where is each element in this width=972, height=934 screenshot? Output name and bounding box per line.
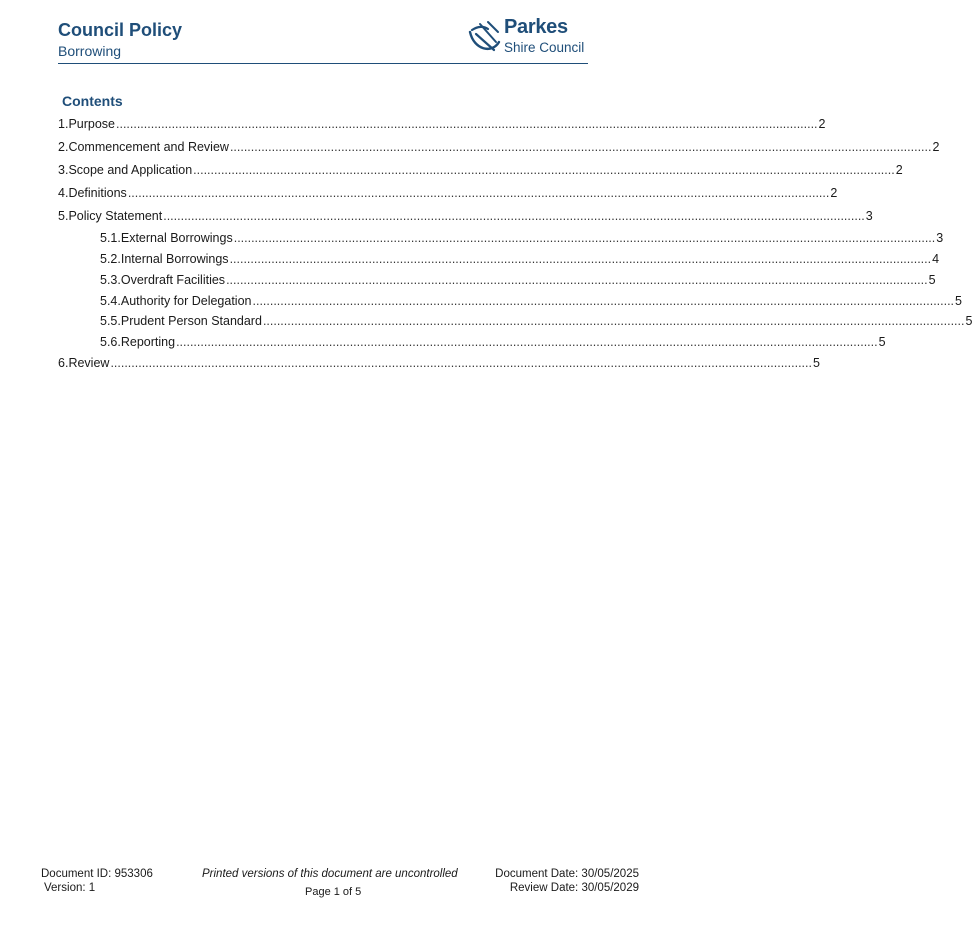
toc-entry-2[interactable] <box>58 140 940 158</box>
toc-label: Purpose <box>68 117 115 131</box>
toc-number: 5. <box>58 209 69 223</box>
footer-version: Version: 1 <box>44 882 96 894</box>
toc-leader-dots: .......................................................................................................................................................................................................... <box>226 273 928 287</box>
footer-uncontrolled-notice: Printed versions of this document are uncontrolled <box>202 868 458 880</box>
toc-leader-dots: .......................................................................................................................................................................................................... <box>229 140 932 154</box>
toc-number: 5.2. <box>100 252 121 266</box>
footer-review-date: Review Date: 30/05/2029 <box>509 882 639 894</box>
toc-entry-4[interactable] <box>58 186 838 204</box>
toc-page-number: 5 <box>928 273 936 287</box>
toc-label: Internal Borrowings <box>120 252 229 266</box>
toc-leader-dots: .......................................................................................................................................................................................................... <box>116 117 818 131</box>
header-divider <box>58 63 588 64</box>
toc-leader-dots: .......................................................................................................................................................................................................... <box>229 252 932 266</box>
toc-label: Review <box>68 356 110 370</box>
toc-page-number: 2 <box>895 163 903 177</box>
toc-label: Policy Statement <box>68 209 163 223</box>
toc-label: Reporting <box>120 335 176 349</box>
toc-leader-dots: .......................................................................................................................................................................................................... <box>252 294 955 308</box>
toc-number: 5.3. <box>100 273 121 287</box>
toc-entry-5[interactable] <box>58 209 873 227</box>
parkes-logo <box>466 18 592 60</box>
toc-label: Commencement and Review <box>68 140 229 154</box>
toc-label: Scope and Application <box>68 163 193 177</box>
toc-number: 5.5. <box>100 314 121 328</box>
toc-leader-dots: .......................................................................................................................................................................................................... <box>110 356 812 370</box>
toc-label: Prudent Person Standard <box>120 314 262 328</box>
contents-heading: Contents <box>62 93 123 109</box>
toc-page-number: 2 <box>818 117 826 131</box>
footer-page-number: Page 1 of 5 <box>305 886 362 898</box>
toc-number: 6. <box>58 356 69 370</box>
toc-leader-dots: .......................................................................................................................................................................................................... <box>233 231 936 245</box>
toc-leader-dots: .......................................................................................................................................................................................................... <box>193 163 895 177</box>
toc-leader-dots: .......................................................................................................................................................................................................... <box>127 186 830 200</box>
toc-number: 5.1. <box>100 231 121 245</box>
parkes-logo-icon <box>466 20 502 56</box>
toc-page-number: 5 <box>878 335 886 349</box>
toc-entry-5-5[interactable] <box>100 314 972 332</box>
toc-label: Definitions <box>68 186 127 200</box>
toc-leader-dots: .......................................................................................................................................................................................................... <box>163 209 865 223</box>
toc-label: External Borrowings <box>120 231 233 245</box>
toc-number: 4. <box>58 186 69 200</box>
page-title: Council Policy <box>58 20 183 40</box>
toc-entry-5-6[interactable] <box>100 335 886 353</box>
toc-entry-6[interactable] <box>58 356 820 374</box>
toc-number: 5.6. <box>100 335 121 349</box>
toc-number: 1. <box>58 117 69 131</box>
toc-page-number: 3 <box>936 231 944 245</box>
toc-entry-3[interactable] <box>58 163 903 181</box>
toc-leader-dots: .......................................................................................................................................................................................................... <box>176 335 878 349</box>
toc-page-number: 5 <box>812 356 820 370</box>
toc-number: 2. <box>58 140 69 154</box>
toc-entry-5-3[interactable] <box>100 273 936 291</box>
toc-page-number: 2 <box>932 140 940 154</box>
toc-number: 5.4. <box>100 294 121 308</box>
toc-page-number: 2 <box>830 186 838 200</box>
toc-entry-5-2[interactable] <box>100 252 940 270</box>
toc-page-number: 5 <box>955 294 962 308</box>
footer-document-date: Document Date: 30/05/2025 <box>495 868 639 880</box>
page-subtitle: Borrowing <box>58 43 122 59</box>
toc-label: Overdraft Facilities <box>120 273 226 287</box>
toc-entry-5-1[interactable] <box>100 231 944 249</box>
toc-page-number: 4 <box>932 252 940 266</box>
toc-label: Authority for Delegation <box>120 294 252 308</box>
toc-entry-1[interactable] <box>58 117 826 135</box>
footer-document-id: Document ID: 953306 <box>41 868 153 880</box>
toc-number: 3. <box>58 163 69 177</box>
toc-entry-5-4[interactable] <box>100 294 962 312</box>
toc-leader-dots: .......................................................................................................................................................................................................... <box>262 314 965 328</box>
logo-line1: Parkes <box>504 16 568 38</box>
toc-page-number: 5 <box>965 314 972 328</box>
logo-line2: Shire Council <box>504 40 585 55</box>
toc-page-number: 3 <box>865 209 873 223</box>
